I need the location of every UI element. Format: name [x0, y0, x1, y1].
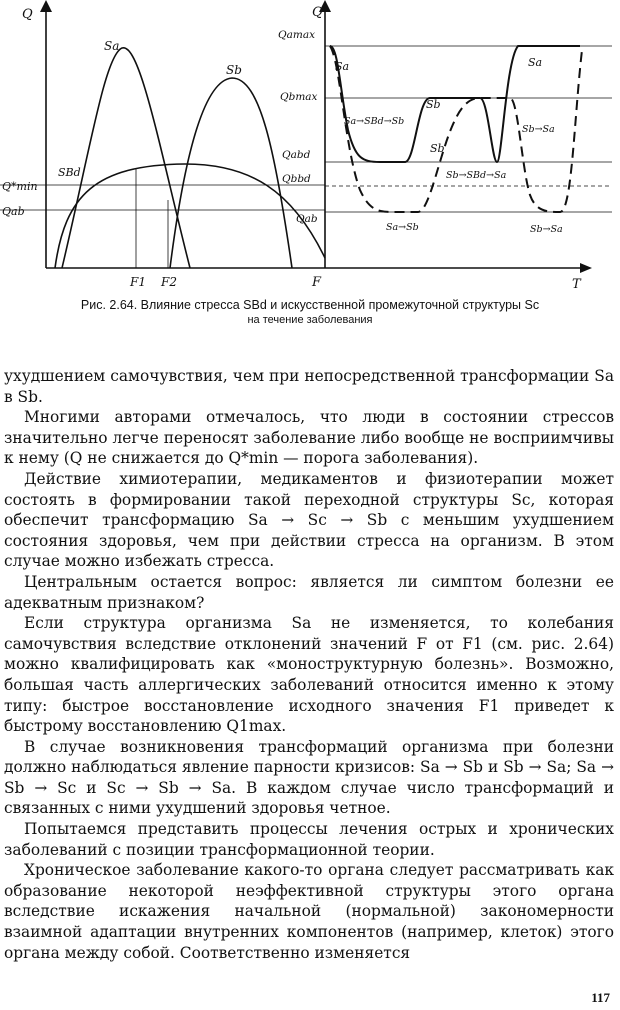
paragraph: Многими авторами отмечалось, что люди в состоянии стрессов значительно легче переносят заболевание либо вообще не восприимчивы к нему (Q не снижается до Q*min — порога заболевания).: [4, 408, 614, 468]
curve-sb: [170, 78, 292, 268]
paragraph: ухудшением самочувствия, чем при непосредственной трансформации Sa в Sb.: [4, 367, 614, 406]
caption-line-2: на течение заболевания: [247, 314, 373, 326]
label-sb-sa-2: Sb→Sa: [530, 224, 563, 235]
figure-svg: [0, 0, 620, 300]
label-sa-sb: Sa→Sb: [386, 222, 419, 233]
label-qbbd: Qbbd: [282, 173, 311, 185]
label-qabd: Qabd: [282, 149, 311, 161]
label-sa-sbd-sb: Sa→SBd→Sb: [344, 116, 405, 127]
page-number: 117: [591, 990, 610, 1005]
label-sb-left: Sb: [226, 63, 242, 77]
curve-sa: [62, 48, 190, 268]
body-text: [4, 366, 614, 963]
label-sa-left: Sa: [104, 39, 120, 53]
label-t: T: [572, 277, 581, 292]
label-sb-sa-1: Sb→Sa: [522, 124, 555, 135]
paragraph: Попытаемся представить процессы лечения острых и хронических заболеваний с позиции трансформационной теории.: [4, 820, 614, 859]
right-axis-label: Q: [312, 5, 323, 20]
paragraph: Если структура организма Sa не изменяется, то колебания самочувствия вследствие отклонений значений F от F1 (см. рис. 2.64) можно квалифицировать как «моноструктурную болезнь». Возможно, большая часть аллергических заболеваний относится именно к этому типу: быстрое восстановление исходного значения F1 приведет к быстрому восстановлению Q1max.: [4, 614, 614, 736]
label-sa-right-2: Sa: [528, 56, 543, 69]
caption-line-1: Рис. 2.64. Влияние стресса SBd и искусственной промежуточной структуры Sc: [80, 298, 540, 312]
curve-solid-transformations: [330, 46, 580, 162]
figure-caption: [0, 298, 620, 328]
label-sb-right-1: Sb: [426, 98, 441, 111]
paragraph: В случае возникновения трансформаций организма при болезни должно наблюдаться явление парности кризисов: Sa → Sb и Sb → Sa; Sa → Sb → Sc и Sc → Sb → Sa. В каждом случае число трансформаций и связанных с ними ухудшений здоровья четное.: [4, 737, 614, 818]
label-f: F: [312, 275, 322, 290]
label-sb-right-2: Sb: [430, 142, 445, 155]
paragraph: Хроническое заболевание какого-то органа следует рассматривать как образование некоторой неэффективной структуры этого органа вследствие искажения начальной (нормальной) закономерности взаимной адаптации внутренних компонентов (например, клеток) этого органа между собой. Соответственно изменяется: [4, 861, 614, 962]
label-qab-left: Qab: [2, 205, 25, 218]
left-axis-label: Q: [22, 7, 33, 22]
paragraph: Действие химиотерапии, медикаментов и физиотерапии может состоять в формировании такой переходной структуры Sc, которая обеспечит трансформацию Sa → Sc → Sb с меньшим ухудшением состояния здоровья, чем при действии стресса на организм. В этом случае можно избежать стресса.: [4, 469, 614, 571]
label-sa-right: Sa: [335, 60, 350, 73]
label-qab-right: Qab: [296, 213, 318, 225]
paragraph: Центральным остается вопрос: является ли симптом болезни ее адекватным признаком?: [4, 572, 614, 612]
label-f1: F1: [130, 275, 146, 289]
label-qmin: Q*min: [2, 180, 38, 193]
figure-2-64: [0, 0, 620, 300]
label-sbd-left: SBd: [58, 166, 81, 179]
label-qbmax: Qbmax: [280, 91, 318, 103]
label-f2: F2: [161, 275, 177, 289]
label-qamax: Qamax: [278, 29, 316, 41]
label-sb-sbd-sa: Sb→SBd→Sa: [446, 170, 507, 181]
